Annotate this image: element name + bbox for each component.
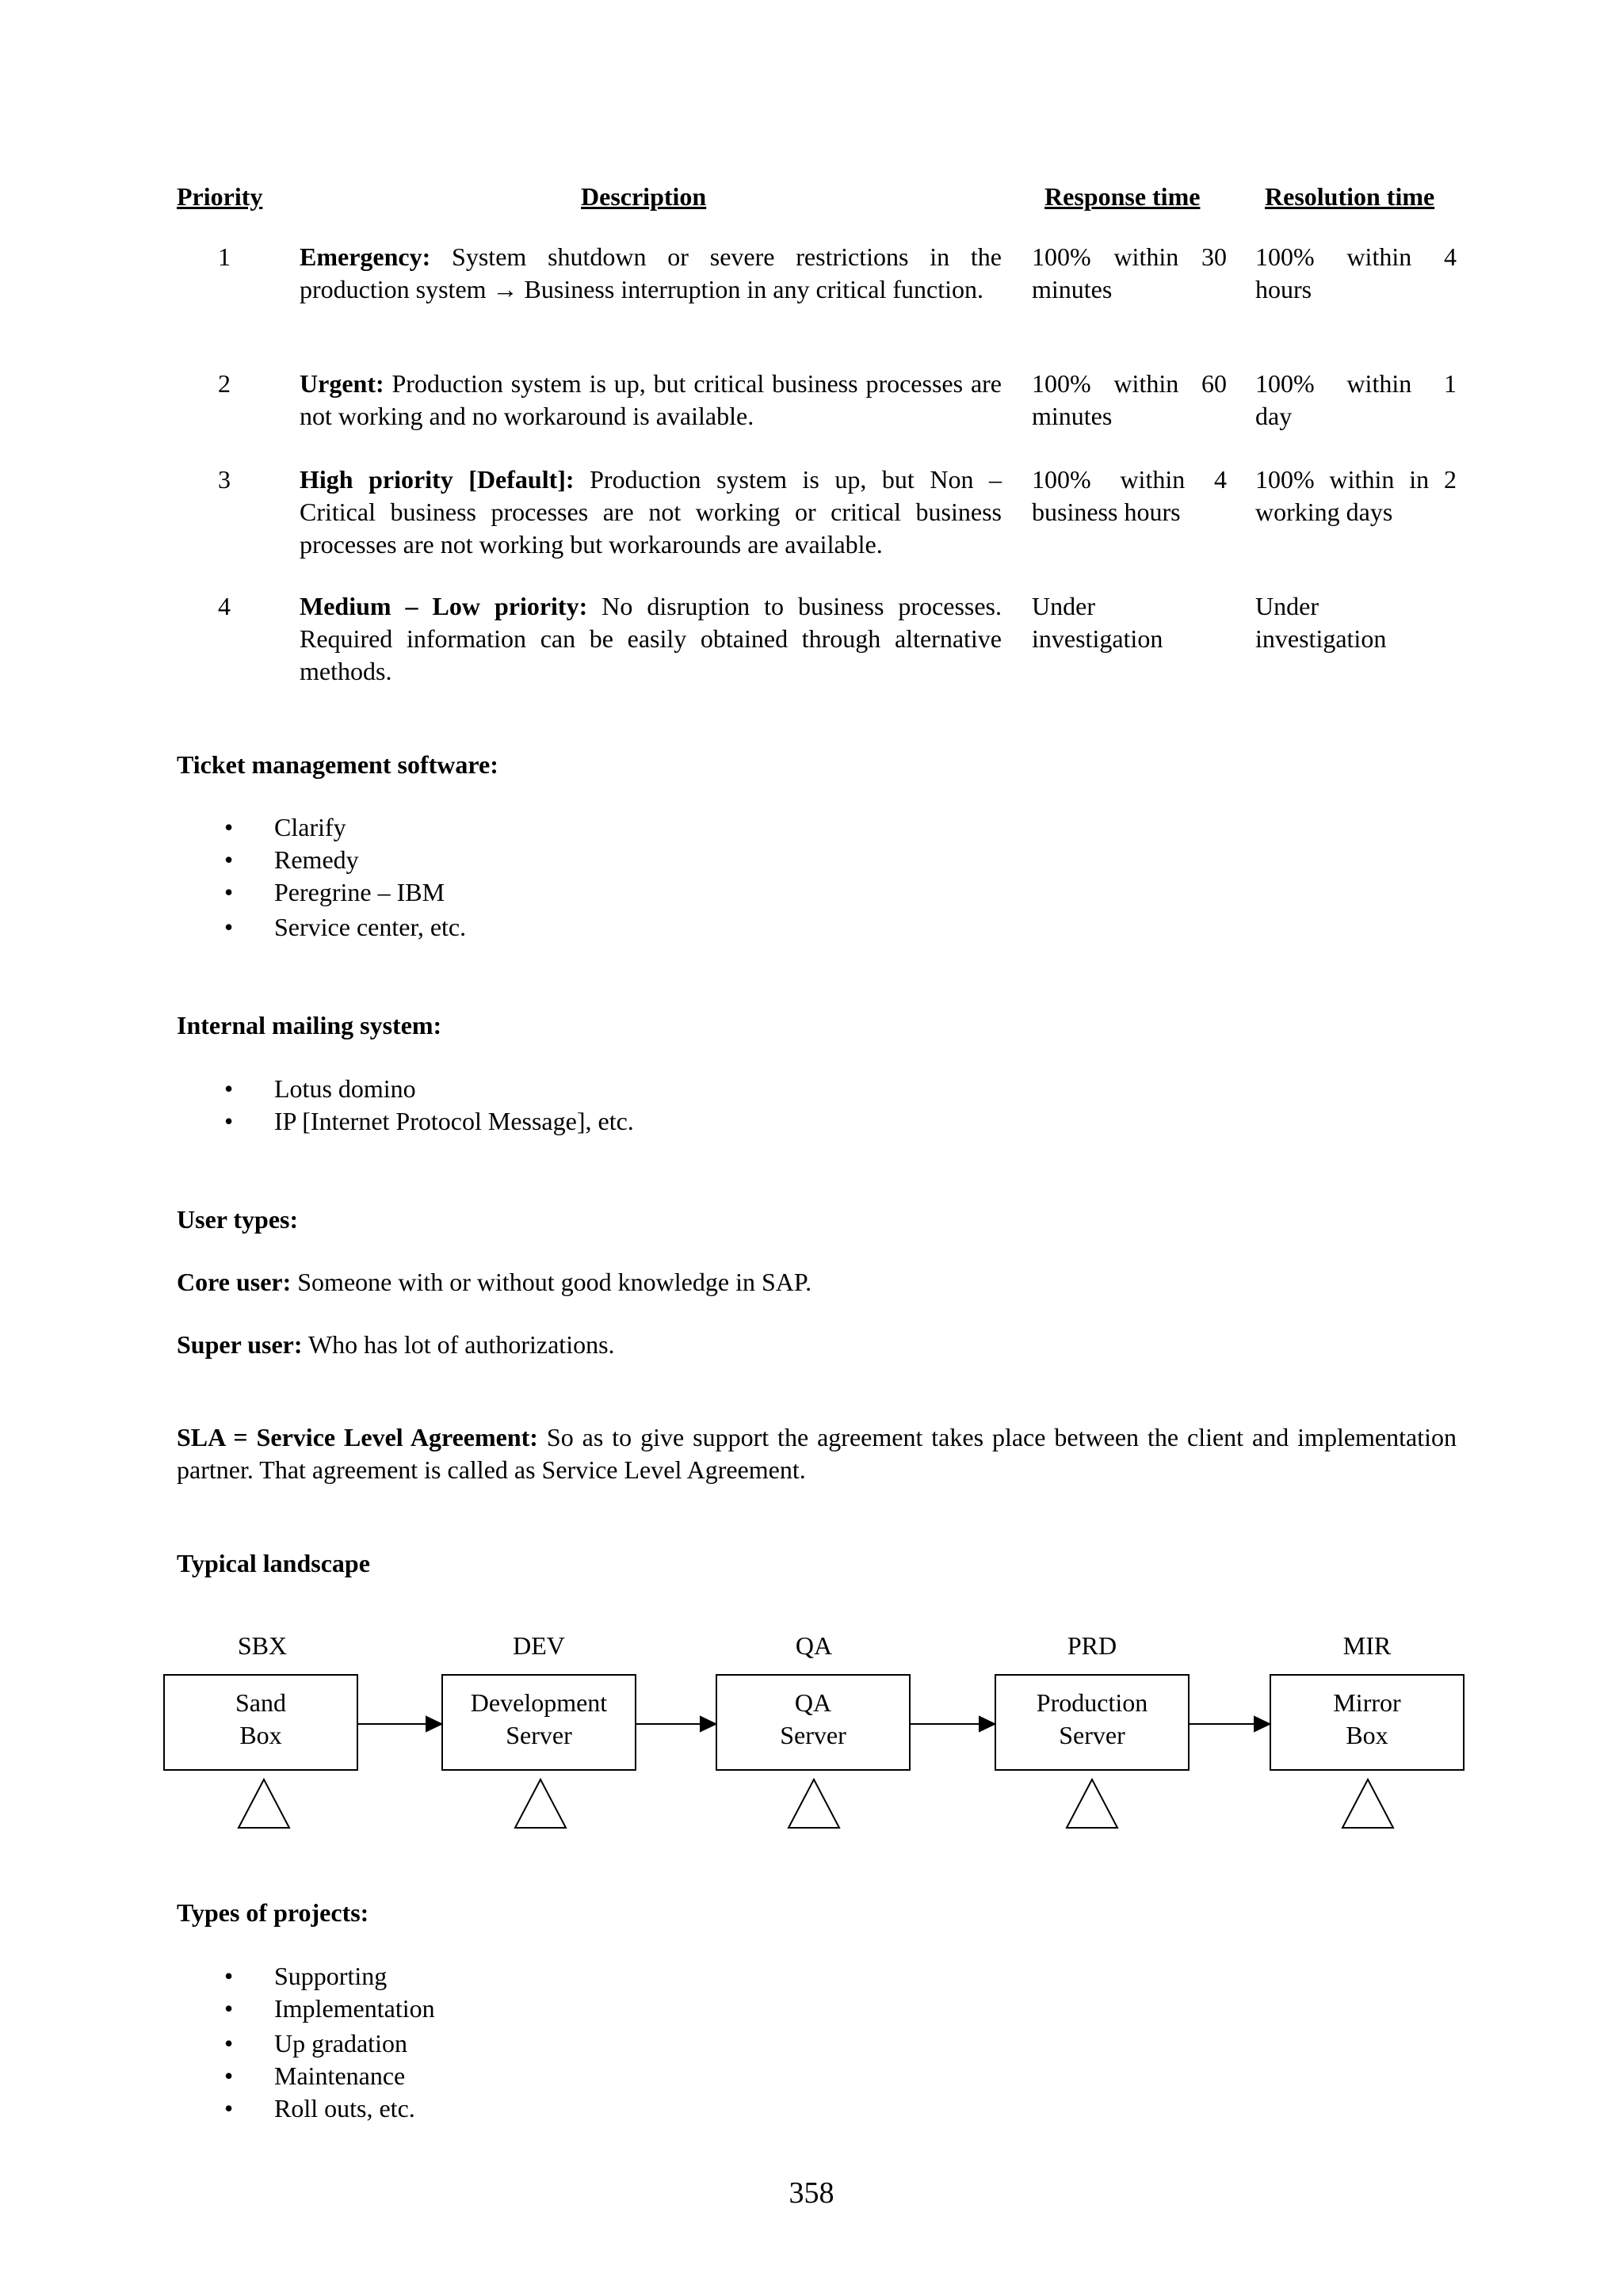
core-user-text: Someone with or without good knowledge in SAP. xyxy=(291,1268,812,1296)
system-box-line: Production xyxy=(1036,1688,1148,1717)
resolution-line: working days xyxy=(1255,498,1393,526)
response-line: investigation xyxy=(1032,624,1163,653)
resolution-line: hours xyxy=(1255,275,1312,303)
system-box-line: Box xyxy=(1346,1721,1388,1749)
resolution-line: day xyxy=(1255,402,1293,430)
mailing-system-title: Internal mailing system: xyxy=(177,1011,442,1039)
super-user-label: Super user: xyxy=(177,1330,303,1359)
system-box-line: Mirror xyxy=(1333,1688,1401,1717)
header-resolution-time: Resolution time xyxy=(1265,182,1435,211)
system-code-label: DEV xyxy=(513,1631,565,1660)
list-item-text: Service center, etc. xyxy=(274,913,467,941)
priority-text: Production system is up, but Non – Critical business processes are not working or critical business processes are not working but workarounds are available. xyxy=(300,465,1002,559)
landscape-title: Typical landscape xyxy=(177,1549,370,1577)
bullet-icon: • xyxy=(224,813,234,841)
priority-text: System shutdown or severe restrictions in the production system → Business interruption in any critical function. xyxy=(300,242,1002,303)
bullet-icon: • xyxy=(224,1994,234,2023)
triangle-icon xyxy=(789,1779,839,1828)
response-line: 100% within 30 xyxy=(1032,242,1227,271)
system-box-line: Server xyxy=(1059,1721,1125,1749)
list-item-text: IP [Internet Protocol Message], etc. xyxy=(274,1107,634,1135)
bullet-icon: • xyxy=(224,2061,234,2090)
project-types-list xyxy=(0,1960,435,2125)
triangle-icon xyxy=(239,1779,289,1828)
resolution-line: Under xyxy=(1255,592,1319,620)
list-item-text: Lotus domino xyxy=(274,1074,416,1103)
ticket-software-title: Ticket management software: xyxy=(177,750,498,779)
response-line: 100% within 4 xyxy=(1032,465,1227,494)
bullet-icon: • xyxy=(224,2029,234,2058)
priority-number: 4 xyxy=(218,592,231,620)
bullet-icon: • xyxy=(224,1962,234,1990)
system-code-label: MIR xyxy=(1342,1631,1392,1660)
priority-title: High priority [Default]: xyxy=(300,465,575,494)
user-types-title: User types: xyxy=(177,1205,299,1234)
list-item xyxy=(0,1960,435,1993)
priority-number: 3 xyxy=(218,465,231,494)
page-number: 358 xyxy=(789,2176,834,2210)
resolution-line: 100% within in 2 xyxy=(1255,465,1457,494)
list-item-text: Up gradation xyxy=(274,2029,407,2058)
system-box-line: Box xyxy=(239,1721,282,1749)
priority-text: No disruption to business processes. Required information can be easily obtained through alternative methods. xyxy=(300,592,1002,685)
list-item xyxy=(0,1993,435,2025)
list-item-text: Peregrine – IBM xyxy=(274,878,445,906)
list-item-text: Implementation xyxy=(274,1994,435,2023)
bullet-icon: • xyxy=(224,1074,234,1103)
bullet-icon: • xyxy=(224,878,234,906)
resolution-line: 100% within 1 xyxy=(1255,369,1457,398)
system-box-line: Development xyxy=(470,1688,608,1717)
list-item xyxy=(0,2027,435,2060)
list-item-text: Roll outs, etc. xyxy=(274,2094,415,2122)
sla-label: SLA = Service Level Agreement: xyxy=(177,1423,538,1451)
project-types-title: Types of projects: xyxy=(177,1898,369,1927)
triangle-icon xyxy=(1342,1779,1393,1828)
list-item-text: Supporting xyxy=(274,1962,388,1990)
priority-number: 1 xyxy=(218,242,231,271)
arrow-head-icon xyxy=(980,1717,995,1731)
triangle-icon xyxy=(1067,1779,1117,1828)
priority-text: Production system is up, but critical business processes are not working and no workaround is available. xyxy=(300,369,1002,430)
system-code-label: PRD xyxy=(1067,1631,1117,1660)
response-line: business hours xyxy=(1032,498,1181,526)
arrow-head-icon xyxy=(1254,1717,1270,1731)
sla-text: So as to give support the agreement takes place between the client and implementation partner. That agreement is called as Service Level Agreement. xyxy=(177,1423,1457,1484)
priority-number: 2 xyxy=(218,369,231,398)
bullet-icon: • xyxy=(224,845,234,874)
system-box-line: Sand xyxy=(235,1688,286,1717)
priority-title: Medium – Low priority: xyxy=(300,592,588,620)
list-item xyxy=(0,2060,435,2092)
header-response-time: Response time xyxy=(1044,182,1201,211)
system-box-line: Server xyxy=(506,1721,572,1749)
arrow-head-icon xyxy=(426,1717,441,1731)
list-item-text: Clarify xyxy=(274,813,346,841)
bullet-icon: • xyxy=(224,913,234,941)
system-code-label: SBX xyxy=(237,1631,288,1660)
arrow-head-icon xyxy=(701,1717,716,1731)
list-item-text: Maintenance xyxy=(274,2061,406,2090)
header-description: Description xyxy=(581,182,707,211)
response-line: 100% within 60 xyxy=(1032,369,1227,398)
header-priority: Priority xyxy=(177,182,263,211)
response-line: minutes xyxy=(1032,275,1113,303)
list-item-text: Remedy xyxy=(274,845,359,874)
response-line: minutes xyxy=(1032,402,1113,430)
response-line: Under xyxy=(1032,592,1095,620)
priority-title: Emergency: xyxy=(300,242,431,271)
system-code-label: QA xyxy=(795,1631,833,1660)
priority-title: Urgent: xyxy=(300,369,384,398)
core-user-label: Core user: xyxy=(177,1268,292,1296)
bullet-icon: • xyxy=(224,1107,234,1135)
resolution-line: investigation xyxy=(1255,624,1387,653)
bullet-icon: • xyxy=(224,2094,234,2122)
list-item xyxy=(0,2092,435,2125)
triangle-icon xyxy=(515,1779,566,1828)
resolution-line: 100% within 4 xyxy=(1255,242,1457,271)
super-user-text: Who has lot of authorizations. xyxy=(302,1330,615,1359)
system-box-line: QA xyxy=(794,1688,832,1717)
system-box-line: Server xyxy=(780,1721,846,1749)
